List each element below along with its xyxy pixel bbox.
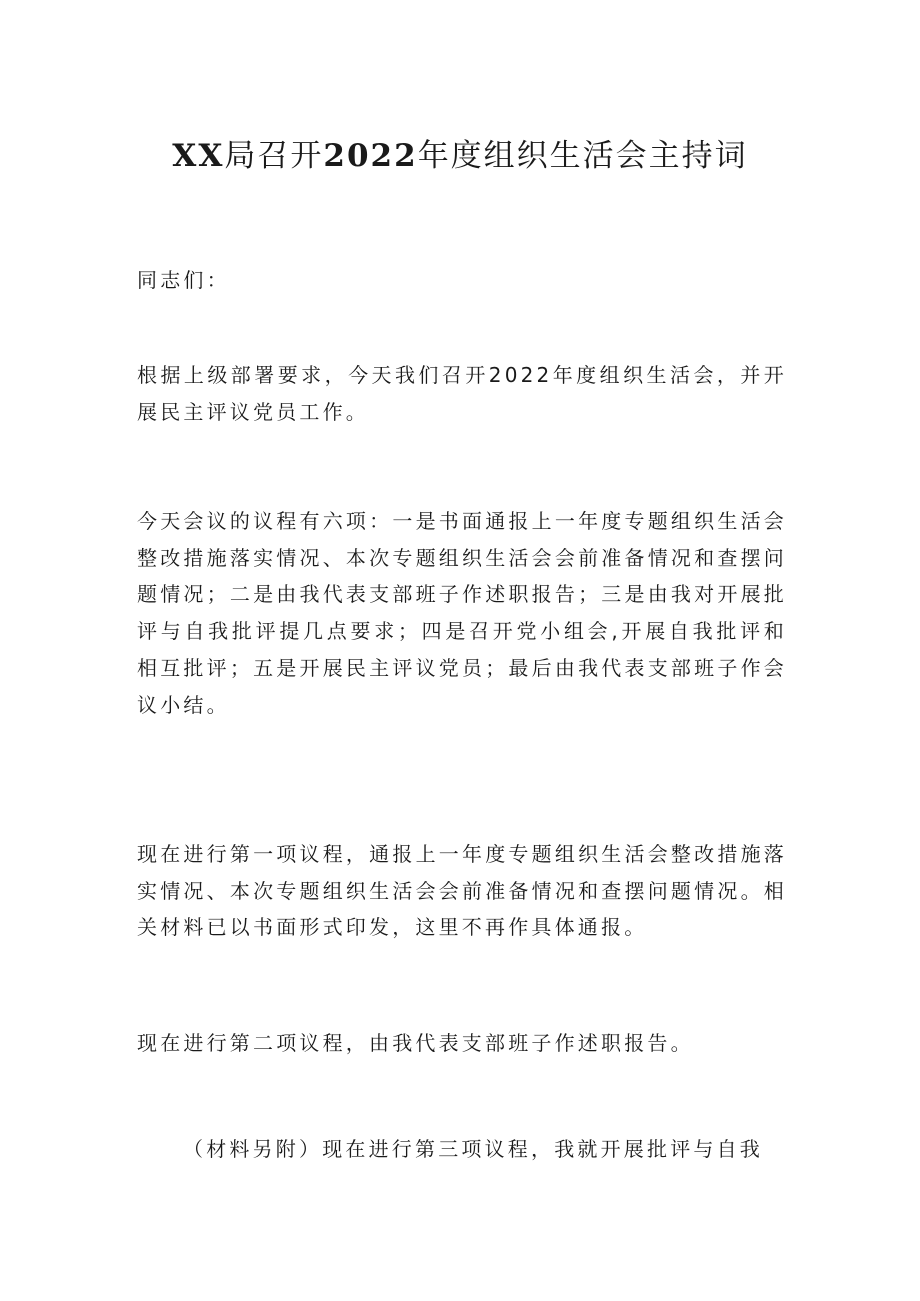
- title-suffix: 年度组织生活会主持词: [417, 138, 748, 174]
- title-prefix: XX: [172, 138, 225, 174]
- paragraph-item-two: 现在进行第二项议程，由我代表支部班子作述职报告。: [137, 1031, 694, 1055]
- paragraph-item-one: 现在进行第一项议程，通报上一年度专题组织生活会整改措施落实情况、本次专题组织生活会会前准备情况和查摆问题情况。相关材料已以书面形式印发，这里不再作具体通报。: [137, 842, 787, 940]
- salutation: 同志们：: [137, 268, 230, 292]
- title-year: 2022: [323, 138, 418, 174]
- paragraph-agenda: 今天会议的议程有六项：一是书面通报上一年度专题组织生活会整改措施落实情况、本次专题组织生活会会前准备情况和查摆问题情况；二是由我代表支部班子作述职报告；三是由我对开展批评与自我批评提几点要求；四是召开党小组会,开展自我批评和相互批评；五是开展民主评议党员；最后由我代表支部班子作会议小结。: [137, 509, 787, 717]
- title-main: 局召开: [224, 138, 324, 174]
- document-title: [0, 134, 920, 178]
- paragraph-item-three: （材料另附）现在进行第三项议程，我就开展批评与自我: [183, 1137, 763, 1161]
- paragraph-intro: 根据上级部署要求，今天我们召开2022年度组织生活会，并开展民主评议党员工作。: [137, 363, 787, 424]
